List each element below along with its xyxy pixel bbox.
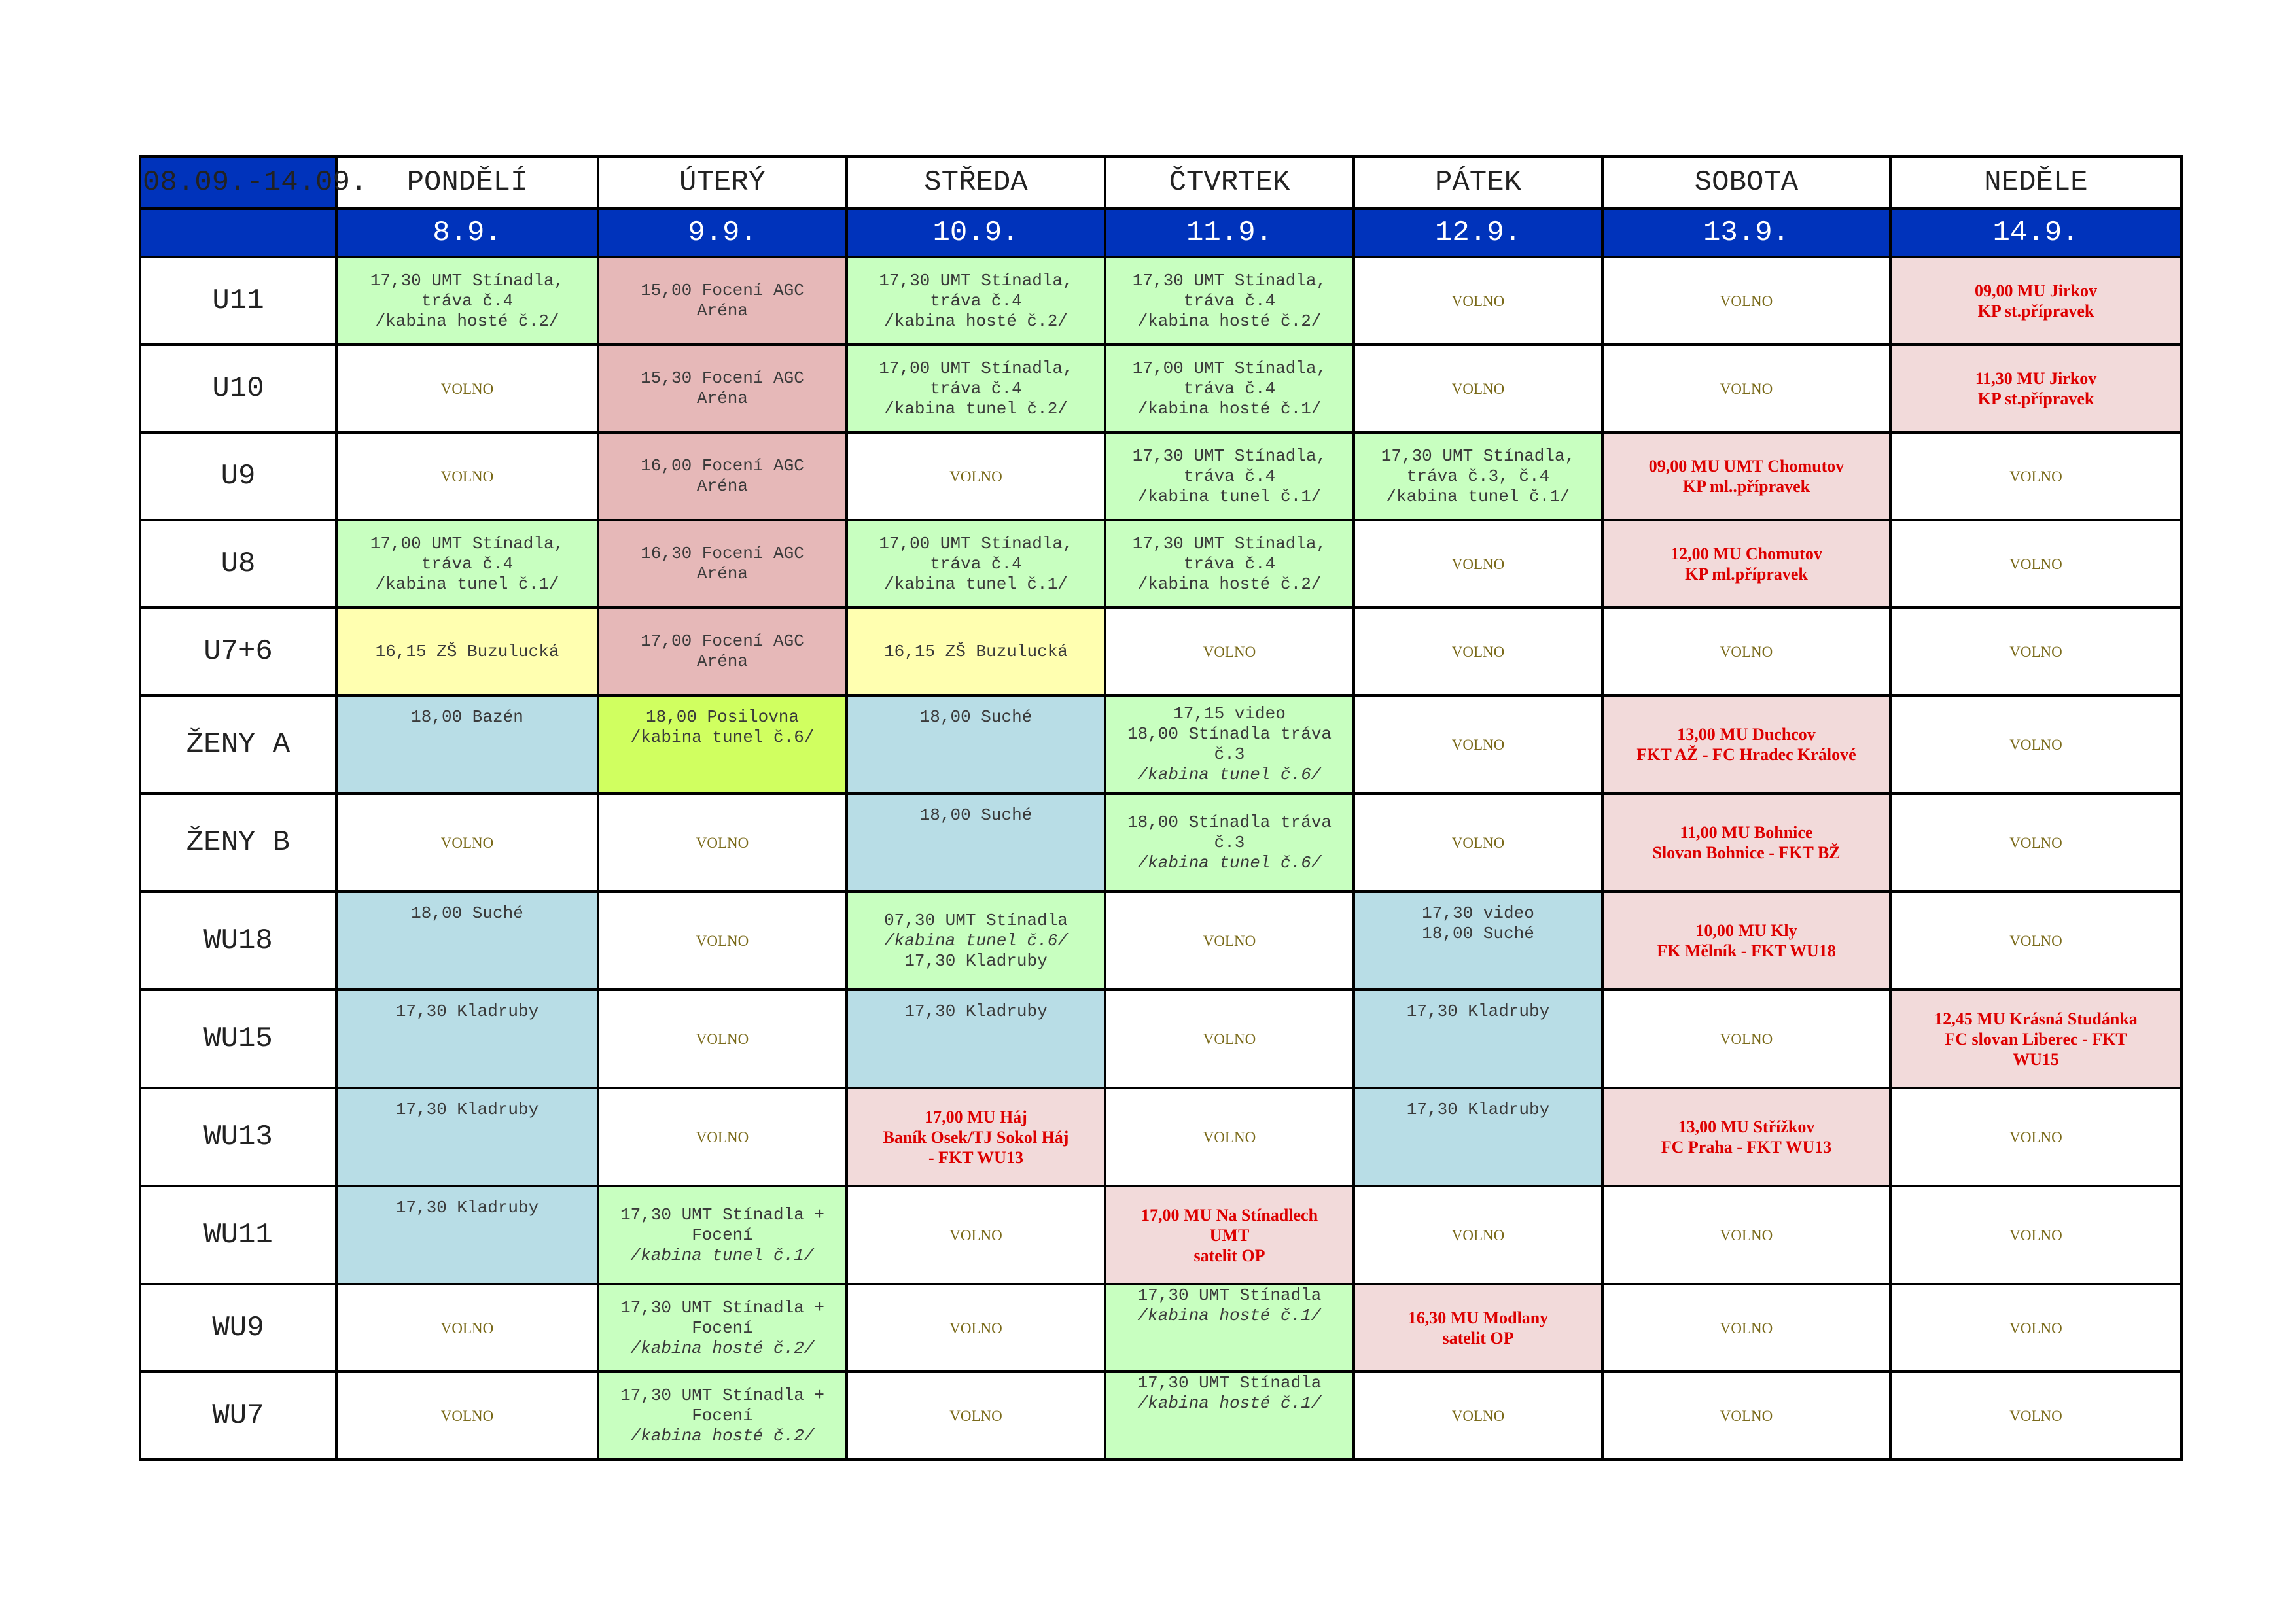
cell-text: 09,00 MU UMT Chomutov KP ml..přípravek (1648, 457, 1845, 496)
team-row (140, 695, 2181, 794)
cell-text: VOLNO (1451, 555, 1505, 572)
cell-text: 18,00 Stínadla tráva č.3 (1127, 812, 1332, 852)
cell-locker-room: /kabina hosté č.2/ (630, 1425, 815, 1446)
cell-text: VOLNO (2009, 555, 2062, 572)
team-label: U8 (140, 520, 336, 608)
team-row (140, 432, 2181, 520)
cell-text: 16,00 Focení AGC Aréna (641, 456, 804, 496)
schedule-cell-sun (1890, 1088, 2181, 1186)
schedule-body (140, 156, 2181, 1459)
week-range: 08.09.-14.09. (140, 156, 336, 209)
team-row (140, 257, 2181, 345)
cell-text: VOLNO (2009, 932, 2062, 949)
schedule-cell-tue (598, 990, 847, 1088)
cell-text: 12,00 MU Chomutov KP ml.přípravek (1670, 544, 1822, 584)
schedule-cell-fri (1354, 345, 1602, 432)
cell-text: VOLNO (696, 1128, 749, 1145)
cell-text: 17,30 UMT Stínadla, tráva č.4 /kabina hosté č.2/ (370, 270, 565, 331)
cell-text: VOLNO (440, 834, 494, 851)
schedule-cell-wed (847, 608, 1105, 695)
cell-text: VOLNO (2009, 1407, 2062, 1424)
cell-locker-room: /kabina tunel č.1/ (630, 1245, 815, 1265)
schedule-cell-thu (1105, 345, 1354, 432)
schedule-cell-fri (1354, 257, 1602, 345)
team-row (140, 1372, 2181, 1459)
schedule-cell-tue (598, 794, 847, 892)
cell-text: VOLNO (2009, 736, 2062, 753)
schedule-cell-mon (336, 345, 598, 432)
team-row (140, 892, 2181, 990)
schedule-cell-mon (336, 794, 598, 892)
schedule-cell-wed (847, 1372, 1105, 1459)
cell-text: VOLNO (440, 1319, 494, 1336)
cell-text: 17,00 UMT Stínadla, tráva č.4 /kabina tunel č.1/ (879, 533, 1073, 594)
team-row (140, 1186, 2181, 1284)
date-header-thu: 11.9. (1105, 209, 1354, 257)
cell-text: 12,45 MU Krásná Studánka FC slovan Liberec - FKT WU15 (1934, 1009, 2138, 1069)
cell-text: 17,30 video 18,00 Suché (1422, 903, 1534, 943)
team-row (140, 1088, 2181, 1186)
schedule-cell-fri (1354, 1284, 1602, 1372)
cell-text: 17,00 MU Háj Baník Osek/TJ Sokol Háj - FKT WU13 (883, 1107, 1069, 1167)
cell-text: VOLNO (1203, 1128, 1256, 1145)
schedule-cell-sun (1890, 1372, 2181, 1459)
team-row (140, 608, 2181, 695)
date-header-sat: 13.9. (1602, 209, 1890, 257)
schedule-cell-fri (1354, 432, 1602, 520)
cell-text: VOLNO (440, 380, 494, 397)
cell-text: 16,30 Focení AGC Aréna (641, 544, 804, 584)
schedule-cell-fri (1354, 695, 1602, 794)
schedule-cell-sun (1890, 432, 2181, 520)
team-row (140, 1284, 2181, 1372)
date-header-row (140, 209, 2181, 257)
schedule-cell-sun (1890, 257, 2181, 345)
schedule-cell-sat (1602, 1284, 1890, 1372)
cell-text: VOLNO (949, 1319, 1002, 1336)
day-header-thu: ČTVRTEK (1105, 156, 1354, 209)
cell-text: VOLNO (2009, 1319, 2062, 1336)
cell-text: 17,30 UMT Stínadla, tráva č.4 /kabina hosté č.2/ (1132, 533, 1327, 594)
schedule-cell-tue (598, 432, 847, 520)
cell-text: 17,30 UMT Stínadla, tráva č.4 /kabina hosté č.2/ (879, 270, 1073, 331)
schedule-cell-wed (847, 1088, 1105, 1186)
schedule-cell-sun (1890, 608, 2181, 695)
cell-locker-room: /kabina hosté č.1/ (1137, 1393, 1322, 1413)
schedule-cell-sun (1890, 892, 2181, 990)
cell-locker-room: /kabina tunel č.6/ (884, 930, 1068, 951)
schedule-cell-thu (1105, 990, 1354, 1088)
schedule-cell-fri (1354, 892, 1602, 990)
schedule-cell-wed (847, 1284, 1105, 1372)
schedule-cell-tue (598, 1088, 847, 1186)
cell-text: VOLNO (440, 468, 494, 485)
schedule-cell-fri (1354, 1186, 1602, 1284)
cell-text: 16,15 ZŠ Buzulucká (375, 641, 559, 661)
schedule-cell-sat (1602, 345, 1890, 432)
schedule-cell-tue (598, 1186, 847, 1284)
cell-text: 07,30 UMT Stínadla (884, 910, 1068, 930)
schedule-cell-thu (1105, 1284, 1354, 1372)
schedule-cell-sat (1602, 1186, 1890, 1284)
team-row (140, 990, 2181, 1088)
cell-text: 17,00 Focení AGC Aréna (641, 631, 804, 671)
schedule-cell-thu (1105, 892, 1354, 990)
cell-text: 17,30 Kladruby (1406, 1100, 1550, 1119)
cell-text: VOLNO (1720, 1030, 1773, 1047)
date-header-fri: 12.9. (1354, 209, 1602, 257)
schedule-cell-thu (1105, 1372, 1354, 1459)
schedule-cell-wed (847, 345, 1105, 432)
schedule-cell-tue (598, 345, 847, 432)
cell-text: VOLNO (1451, 643, 1505, 660)
cell-text: 16,30 MU Modlany satelit OP (1407, 1308, 1549, 1348)
cell-text: 15,00 Focení AGC Aréna (641, 281, 804, 321)
cell-text: VOLNO (949, 1407, 1002, 1424)
cell-text: VOLNO (1451, 292, 1505, 309)
cell-text: VOLNO (1451, 834, 1505, 851)
cell-text: 17,30 UMT Stínadla (1137, 1373, 1322, 1393)
cell-text: VOLNO (949, 1227, 1002, 1244)
team-label: U7+6 (140, 608, 336, 695)
team-label: WU7 (140, 1372, 336, 1459)
schedule-cell-sat (1602, 1088, 1890, 1186)
schedule-cell-sun (1890, 990, 2181, 1088)
cell-text: 17,30 Kladruby (395, 1100, 539, 1119)
team-label: WU9 (140, 1284, 336, 1372)
schedule-cell-fri (1354, 1088, 1602, 1186)
cell-text: 13,00 MU Duchcov FKT AŽ - FC Hradec Králové (1636, 725, 1856, 764)
schedule-cell-fri (1354, 520, 1602, 608)
cell-text: VOLNO (1720, 1319, 1773, 1336)
cell-text: 18,00 Suché (411, 903, 523, 923)
cell-text: 18,00 Bazén (411, 707, 523, 727)
cell-text: VOLNO (1203, 1030, 1256, 1047)
cell-text: VOLNO (1451, 736, 1505, 753)
schedule-cell-tue (598, 892, 847, 990)
team-label: U11 (140, 257, 336, 345)
date-header-sun: 14.9. (1890, 209, 2181, 257)
cell-text: 09,00 MU Jirkov KP st.přípravek (1974, 281, 2098, 321)
schedule-cell-sat (1602, 432, 1890, 520)
schedule-cell-sun (1890, 1186, 2181, 1284)
cell-text: 13,00 MU Střížkov FC Praha - FKT WU13 (1661, 1117, 1832, 1157)
cell-text: 17,30 Kladruby (904, 1002, 1048, 1021)
cell-text: VOLNO (1720, 1407, 1773, 1424)
date-header-mon: 8.9. (336, 209, 598, 257)
cell-text: 17,30 UMT Stínadla, tráva č.4 /kabina hosté č.2/ (1132, 270, 1327, 331)
cell-extra-text: 17,30 Kladruby (904, 951, 1048, 971)
schedule-cell-thu (1105, 432, 1354, 520)
schedule-cell-wed (847, 432, 1105, 520)
schedule-cell-sat (1602, 257, 1890, 345)
schedule-cell-mon (336, 1088, 598, 1186)
schedule-cell-wed (847, 990, 1105, 1088)
schedule-cell-thu (1105, 257, 1354, 345)
schedule-cell-wed (847, 695, 1105, 794)
cell-text: 17,30 UMT Stínadla, tráva č.3, č.4 /kabina tunel č.1/ (1381, 445, 1576, 506)
date-header-tue: 9.9. (598, 209, 847, 257)
schedule-cell-thu (1105, 695, 1354, 794)
schedule-cell-fri (1354, 990, 1602, 1088)
cell-locker-room: /kabina hosté č.2/ (630, 1338, 815, 1358)
cell-text: VOLNO (1720, 643, 1773, 660)
schedule-cell-tue (598, 520, 847, 608)
schedule-cell-tue (598, 608, 847, 695)
day-header-wed: STŘEDA (847, 156, 1105, 209)
schedule-cell-fri (1354, 608, 1602, 695)
schedule-cell-sun (1890, 695, 2181, 794)
team-label: U10 (140, 345, 336, 432)
schedule-cell-tue (598, 695, 847, 794)
schedule-cell-wed (847, 257, 1105, 345)
cell-text: 18,00 Suché (919, 805, 1033, 825)
schedule-cell-sat (1602, 695, 1890, 794)
cell-text: 17,30 Kladruby (395, 1002, 539, 1021)
team-row (140, 520, 2181, 608)
schedule-cell-wed (847, 794, 1105, 892)
schedule-cell-sat (1602, 794, 1890, 892)
cell-text: 11,30 MU Jirkov KP st.přípravek (1975, 369, 2097, 408)
team-label: WU18 (140, 892, 336, 990)
schedule-cell-wed (847, 1186, 1105, 1284)
cell-text: 18,00 Posilovna /kabina tunel č.6/ (630, 707, 815, 747)
date-header-empty (140, 209, 336, 257)
team-label: WU13 (140, 1088, 336, 1186)
schedule-cell-sun (1890, 1284, 2181, 1372)
cell-text: VOLNO (1203, 932, 1256, 949)
cell-text: 17,30 Kladruby (1406, 1002, 1550, 1021)
schedule-cell-thu (1105, 1088, 1354, 1186)
schedule-cell-sun (1890, 520, 2181, 608)
schedule-cell-sat (1602, 892, 1890, 990)
cell-text: 17,30 UMT Stínadla, tráva č.4 /kabina tunel č.1/ (1132, 445, 1327, 506)
cell-text: VOLNO (1720, 380, 1773, 397)
cell-text: VOLNO (1451, 380, 1505, 397)
schedule-cell-tue (598, 257, 847, 345)
schedule-cell-thu (1105, 1186, 1354, 1284)
cell-text: VOLNO (696, 834, 749, 851)
cell-text: 17,30 UMT Stínadla + Focení (620, 1297, 825, 1338)
cell-text: VOLNO (1720, 292, 1773, 309)
cell-text: 17,00 UMT Stínadla, tráva č.4 /kabina hosté č.1/ (1132, 358, 1327, 419)
cell-text: 15,30 Focení AGC Aréna (641, 368, 804, 408)
schedule-cell-thu (1105, 520, 1354, 608)
schedule-cell-sun (1890, 794, 2181, 892)
schedule-cell-tue (598, 1372, 847, 1459)
cell-text: 10,00 MU Kly FK Mělník - FKT WU18 (1657, 921, 1836, 960)
schedule-cell-wed (847, 892, 1105, 990)
team-label: WU11 (140, 1186, 336, 1284)
cell-text: VOLNO (2009, 1227, 2062, 1244)
schedule-cell-mon (336, 520, 598, 608)
team-row (140, 345, 2181, 432)
cell-text: VOLNO (1451, 1407, 1505, 1424)
cell-text: 17,30 UMT Stínadla (1137, 1285, 1322, 1305)
schedule-cell-thu (1105, 794, 1354, 892)
cell-text: VOLNO (1720, 1227, 1773, 1244)
schedule-cell-mon (336, 990, 598, 1088)
cell-text: 18,00 Suché (919, 707, 1033, 727)
cell-text: VOLNO (696, 1030, 749, 1047)
day-header-row (140, 156, 2181, 209)
cell-text: VOLNO (2009, 468, 2062, 485)
schedule-cell-mon (336, 257, 598, 345)
day-header-sat: SOBOTA (1602, 156, 1890, 209)
day-header-fri: PÁTEK (1354, 156, 1602, 209)
cell-text: VOLNO (1203, 643, 1256, 660)
schedule-cell-mon (336, 1284, 598, 1372)
schedule-cell-fri (1354, 794, 1602, 892)
day-header-mon: PONDĚLÍ (336, 156, 598, 209)
schedule-cell-tue (598, 1284, 847, 1372)
schedule-cell-mon (336, 1186, 598, 1284)
schedule-cell-thu (1105, 608, 1354, 695)
schedule-cell-mon (336, 892, 598, 990)
team-label: WU15 (140, 990, 336, 1088)
team-label: ŽENY B (140, 794, 336, 892)
cell-text: VOLNO (2009, 834, 2062, 851)
cell-text: 17,00 UMT Stínadla, tráva č.4 /kabina tunel č.1/ (370, 533, 565, 594)
weekly-schedule-table (139, 155, 2183, 1461)
cell-locker-room: /kabina tunel č.6/ (1137, 765, 1322, 784)
cell-text: VOLNO (696, 932, 749, 949)
cell-text: 17,00 MU Na Stínadlech UMT satelit OP (1140, 1205, 1318, 1265)
cell-locker-room: /kabina tunel č.6/ (1137, 852, 1322, 873)
schedule-cell-sat (1602, 608, 1890, 695)
cell-text: VOLNO (1451, 1227, 1505, 1244)
schedule-cell-mon (336, 1372, 598, 1459)
schedule-cell-sat (1602, 520, 1890, 608)
day-header-tue: ÚTERÝ (598, 156, 847, 209)
cell-text: 11,00 MU Bohnice Slovan Bohnice - FKT BŽ (1652, 823, 1841, 862)
day-header-sun: NEDĚLE (1890, 156, 2181, 209)
cell-text: 17,15 video 18,00 Stínadla tráva č.3 (1127, 704, 1332, 764)
cell-text: 17,30 Kladruby (395, 1198, 539, 1217)
schedule-cell-sun (1890, 345, 2181, 432)
cell-locker-room: /kabina hosté č.1/ (1137, 1306, 1322, 1325)
schedule-cell-fri (1354, 1372, 1602, 1459)
schedule-cell-mon (336, 695, 598, 794)
cell-text: 17,30 UMT Stínadla + Focení (620, 1385, 825, 1425)
team-row (140, 794, 2181, 892)
cell-text: 17,30 UMT Stínadla + Focení (620, 1204, 825, 1245)
schedule-cell-sat (1602, 990, 1890, 1088)
cell-text: 17,00 UMT Stínadla, tráva č.4 /kabina tunel č.2/ (879, 358, 1073, 419)
cell-text: VOLNO (2009, 643, 2062, 660)
schedule-cell-sat (1602, 1372, 1890, 1459)
schedule-cell-mon (336, 432, 598, 520)
cell-text: VOLNO (949, 468, 1002, 485)
cell-text: VOLNO (440, 1407, 494, 1424)
cell-text: 16,15 ZŠ Buzulucká (884, 641, 1068, 661)
cell-text: VOLNO (2009, 1128, 2062, 1145)
date-header-wed: 10.9. (847, 209, 1105, 257)
team-label: U9 (140, 432, 336, 520)
schedule-cell-wed (847, 520, 1105, 608)
schedule-cell-mon (336, 608, 598, 695)
team-label: ŽENY A (140, 695, 336, 794)
